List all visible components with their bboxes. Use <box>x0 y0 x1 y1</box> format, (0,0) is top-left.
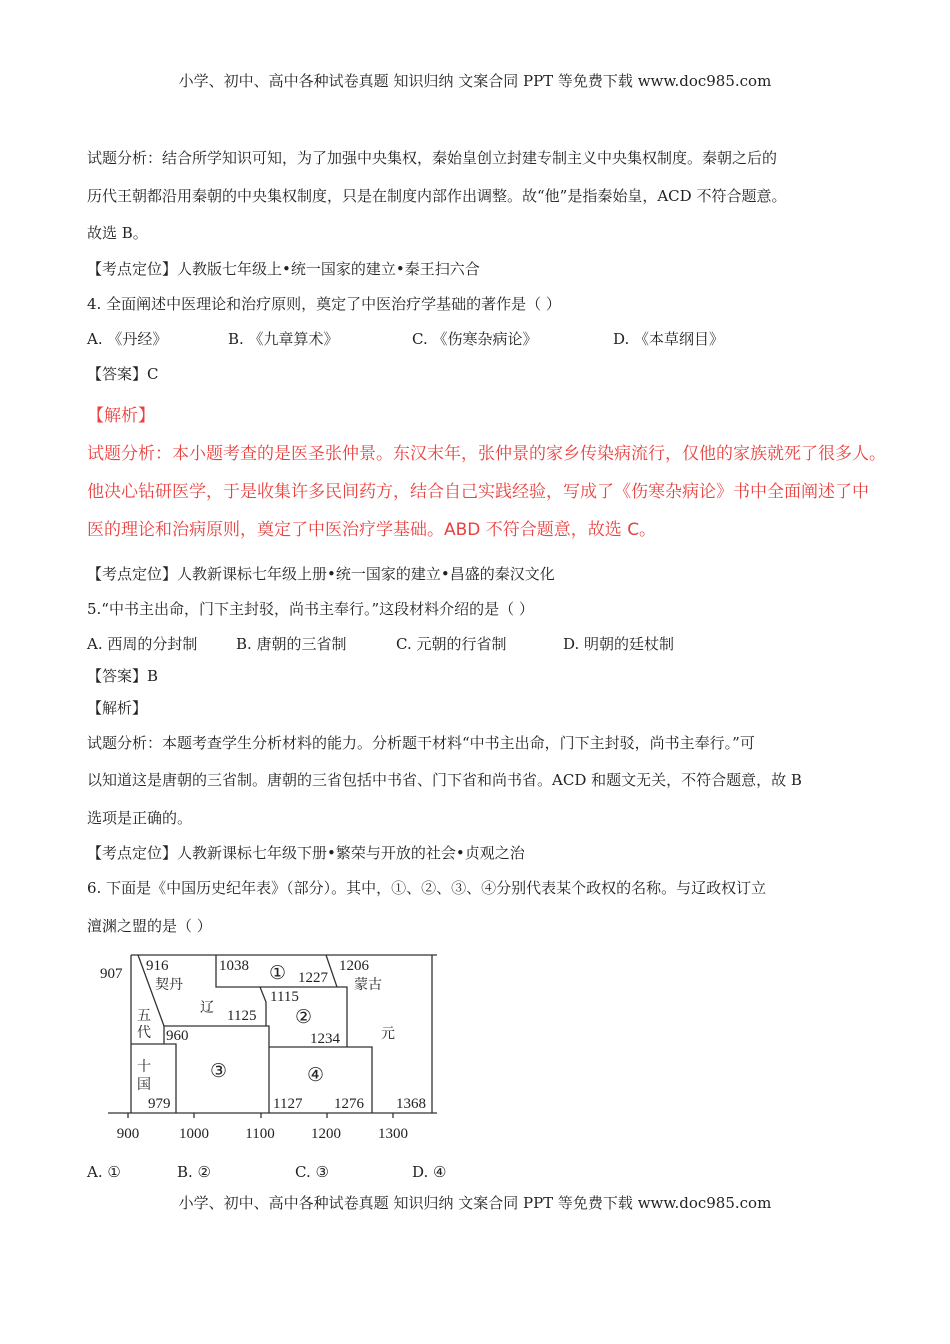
year-label: 1127 <box>273 1096 303 1112</box>
page-footer: 小学、初中、高中各种试卷真题 知识归纳 文案合同 PPT 等免费下载 www.doc985.com <box>178 1194 772 1212</box>
q4-jiexi-heading: 【解析】 <box>87 406 155 426</box>
q3-kaodian: 【考点定位】人教版七年级上•统一国家的建立•秦王扫六合 <box>87 260 480 278</box>
q5-option-d: D. 明朝的廷杖制 <box>563 635 675 653</box>
regime-label: 契丹 <box>155 978 183 993</box>
regime-label: 辽 <box>200 1001 214 1016</box>
q5-question: 5.“中书主出命，门下主封驳，尚书主奉行。”这段材料介绍的是（ ） <box>87 600 534 618</box>
year-label: 907 <box>100 966 123 982</box>
q5-analysis-line: 选项是正确的。 <box>87 809 193 827</box>
q5-analysis-line: 以知道这是唐朝的三省制。唐朝的三省包括中书省、门下省和尚书省。ACD 和题文无关，不符合题意，故 B <box>87 771 802 789</box>
q4-analysis-line: 试题分析：本小题考查的是医圣张仲景。东汉末年，张仲景的家乡传染病流行，仅他的家族就死了很多人。 <box>87 444 886 464</box>
q4-answer: 【答案】C <box>87 365 159 383</box>
q4-question: 4. 全面阐述中医理论和治疗原则，奠定了中医治疗学基础的著作是（ ） <box>87 295 561 313</box>
axis-tick-label: 900 <box>116 1126 140 1142</box>
q6-option-b: B. ② <box>177 1163 212 1181</box>
q5-jiexi-heading: 【解析】 <box>87 699 148 717</box>
q6-option-a: A. ① <box>87 1163 121 1181</box>
regime-label: 十 <box>137 1060 151 1075</box>
year-label: 1368 <box>396 1096 426 1112</box>
regime-label: 代 <box>137 1026 151 1041</box>
axis-tick-label: 1300 <box>378 1126 408 1142</box>
year-label: 960 <box>166 1028 189 1044</box>
q4-kaodian: 【考点定位】人教新课标七年级上册•统一国家的建立•昌盛的秦汉文化 <box>87 565 555 583</box>
regime-marker: ③ <box>210 1061 228 1082</box>
q4-option-c: C. 《伤寒杂病论》 <box>412 330 538 348</box>
regime-marker: ① <box>269 963 287 984</box>
year-label: 916 <box>146 958 169 974</box>
regime-marker: ② <box>295 1007 313 1028</box>
q6-option-d: D. ④ <box>412 1163 447 1181</box>
q5-option-c: C. 元朝的行省制 <box>396 635 507 653</box>
q4-analysis-line: 医的理论和治病原则，奠定了中医治疗学基础。ABD 不符合题意，故选 C。 <box>87 520 657 540</box>
q4-analysis-line: 他决心钻研医学，于是收集许多民间药方，结合自己实践经验，写成了《伤寒杂病论》书中全面阐述了中 <box>87 482 869 502</box>
year-label: 1038 <box>219 958 249 974</box>
q5-option-a: A. 西周的分封制 <box>87 635 198 653</box>
q6-question-line: 澶渊之盟的是（ ） <box>87 917 212 935</box>
regime-label: 蒙古 <box>354 978 382 993</box>
q6-question-line: 6. 下面是《中国历史纪年表》（部分）。其中，①、②、③、④分别代表某个政权的名称。与辽政权订立 <box>87 879 767 897</box>
page-header: 小学、初中、高中各种试卷真题 知识归纳 文案合同 PPT 等免费下载 www.doc985.com <box>178 72 772 90</box>
q4-option-d: D. 《本草纲目》 <box>613 330 725 348</box>
q4-option-a: A. 《丹经》 <box>87 330 168 348</box>
q6-option-c: C. ③ <box>295 1163 329 1181</box>
year-label: 1227 <box>298 970 328 986</box>
q3-analysis-line: 历代王朝都沿用秦朝的中央集权制度，只是在制度内部作出调整。故“他”是指秦始皇，ACD 不符合题意。 <box>87 187 787 205</box>
q3-analysis-line: 试题分析：结合所学知识可知，为了加强中央集权，秦始皇创立封建专制主义中央集权制度。秦朝之后的 <box>87 149 778 167</box>
q5-option-b: B. 唐朝的三省制 <box>236 635 347 653</box>
q3-analysis-line: 故选 B。 <box>87 224 148 242</box>
year-label: 1125 <box>227 1008 257 1024</box>
year-label: 1206 <box>339 958 369 974</box>
regime-label: 元 <box>381 1027 395 1042</box>
year-label: 1115 <box>270 989 299 1005</box>
axis-tick-label: 1100 <box>245 1126 275 1142</box>
axis-tick-label: 1000 <box>179 1126 209 1142</box>
year-label: 979 <box>148 1096 171 1112</box>
q5-answer: 【答案】B <box>87 667 159 685</box>
q5-kaodian: 【考点定位】人教新课标七年级下册•繁荣与开放的社会•贞观之治 <box>87 844 525 862</box>
q5-analysis-line: 试题分析：本题考查学生分析材料的能力。分析题干材料“中书主出命，门下主封驳，尚书主奉行。”可 <box>87 734 755 752</box>
q4-option-b: B. 《九章算术》 <box>228 330 339 348</box>
regime-label: 五 <box>137 1009 151 1024</box>
year-label: 1276 <box>334 1096 364 1112</box>
year-label: 1234 <box>310 1031 340 1047</box>
axis-tick-label: 1200 <box>311 1126 341 1142</box>
regime-label: 国 <box>137 1078 151 1093</box>
regime-marker: ④ <box>307 1065 325 1086</box>
